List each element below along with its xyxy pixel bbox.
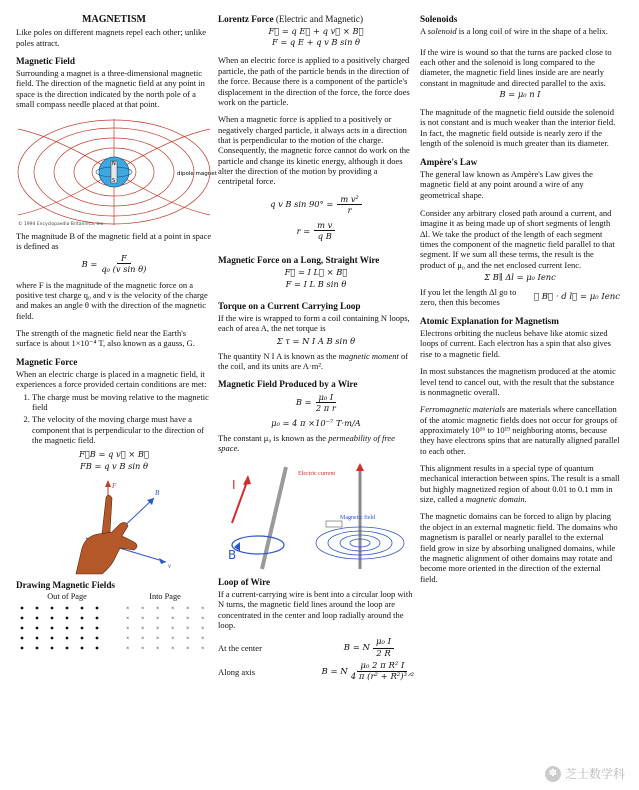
- lorentz-equations: [218, 26, 414, 47]
- where-text: where F is the magnitude of the magnetic force on a positive test charge q₀ and v is the velocity of the charge and makes an angle θ with the direction of the magnetic field.: [16, 279, 208, 321]
- eq-force-vector: F⃗B = q v⃗ × B⃗: [79, 449, 149, 460]
- ferro-text-em: Ferromagnetic materials: [420, 404, 505, 415]
- wire-field-figure: [218, 461, 414, 573]
- into-page-cross: ×: [141, 605, 145, 612]
- magnetic-field-label: Magnetic field: [340, 514, 376, 521]
- right-hand-rule-figure: [16, 476, 212, 576]
- eq-axis-den: 4 π (r² + R²)³ᐟ²: [350, 672, 414, 683]
- out-of-page-dot: [51, 607, 54, 610]
- into-page-cross: ×: [126, 615, 130, 622]
- mu0-equation: μ₀ = 4 π ×10⁻⁷ T·m/A: [271, 417, 361, 428]
- into-page-cross: ×: [201, 605, 205, 612]
- out-of-page-dot: [51, 627, 54, 630]
- eq-wire-vector: F⃗ = I L⃗ × B⃗: [284, 267, 348, 278]
- lorentz-text-1: When an electric force is applied to a positively charged particle, the path of the particle bends in the direction of the force. Because there is a component of the particle's displacement in the direction of the force, the force does work on the particle.: [218, 55, 410, 107]
- alignment-text: [420, 463, 620, 504]
- magnetic-field-text: Surrounding a magnet is a three-dimensional magnetic field. The direction of the magnetic field at any point in space is the direction indicated by the north pole of a small compass needle placed at that point.: [16, 68, 205, 110]
- into-page-cross: ×: [201, 625, 205, 632]
- condition-item: 1. The charge must be moving relative to the magnetic field: [32, 392, 212, 413]
- eq-b-lhs: B =: [81, 258, 98, 269]
- center-row: [218, 637, 414, 659]
- into-page-cross: ×: [186, 605, 190, 612]
- into-page-cross: ×: [201, 615, 205, 622]
- align-text-a: This alignment results in a special type of quantum mechanical interaction between spins. The result is a small but highly magnetized region of about 0.01 to 0.1 mm in size, called a: [420, 463, 620, 505]
- align-text-em: magnetic domain.: [465, 494, 527, 505]
- magnetic-field-heading: Magnetic Field: [16, 55, 75, 66]
- torque-heading: Torque on a Current Carrying Loop: [218, 300, 361, 311]
- into-page-cross: ×: [171, 625, 175, 632]
- out-of-page-dot: [66, 617, 69, 620]
- eq-lorentz-vector: F⃗ = q E⃗ + q v⃗ × B⃗: [268, 26, 364, 37]
- ampere-sum-equation: Σ B∥ Δl = μ₀ Ienc: [484, 272, 556, 283]
- lorentz-subheading: (Electric and Magnetic): [275, 14, 364, 24]
- into-page-cross: ×: [171, 615, 175, 622]
- atomic-text-2: In most substances the magnetism produced at the atomic level tend to cancel out, with the result that the substance is nonmagnetic overall.: [420, 366, 616, 397]
- magnetic-force-equations: [16, 449, 212, 470]
- into-page-cross: ×: [156, 615, 160, 622]
- out-of-page-dot: [21, 627, 24, 630]
- out-of-page-dot: [21, 617, 24, 620]
- lorentz-heading: [218, 14, 414, 25]
- field-symbol-grids: [16, 602, 212, 652]
- condition-item: 2. The velocity of the moving charge must have a component that is perpendicular to the direction of the magnetic field.: [32, 414, 212, 445]
- permeability-text: [218, 433, 414, 454]
- out-of-page-dot: [36, 647, 39, 650]
- solenoid-text-1: [420, 26, 620, 36]
- ampere-integral-equation: ∮ B⃗ · d l⃗ = μ₀ Ienc: [533, 292, 620, 303]
- centripetal-equation: [218, 194, 414, 215]
- out-of-page-dot: [66, 647, 69, 650]
- eq-lorentz-magnitude: F = q E + q v B sin θ: [271, 37, 361, 48]
- into-page-cross: ×: [156, 605, 160, 612]
- svg-text:S: S: [112, 177, 116, 184]
- into-page-cross: ×: [156, 625, 160, 632]
- out-of-page-dot: [51, 617, 54, 620]
- hand-label-v: v: [168, 561, 172, 570]
- drawing-fields-labels: [16, 592, 212, 602]
- ampere-text-2: Consider any arbitrary closed path around a current, and imagine it as being made up of short segments of length Δl. We take the product of the length of each segment times the component of the magnetic field parallel to that segment. If we sum all these terms, the result is the product of μ₀ and the net enclosed current Ienc.: [420, 207, 615, 270]
- svg-text:N: N: [112, 160, 116, 167]
- intro-text: Like poles on different magnets repel each other; unlike poles attract.: [16, 27, 207, 48]
- into-page-cross: ×: [126, 635, 130, 642]
- eq-wirefield-lhs: B =: [295, 397, 312, 408]
- into-page-cross: ×: [186, 625, 190, 632]
- watermark: [545, 766, 625, 782]
- out-of-page-dot: [21, 637, 24, 640]
- earth-field-text: The strength of the magnetic field near the Earth's surface is about 1×10⁻⁴ T, also known as a gauss, G.: [16, 327, 195, 349]
- force-conditions-list: [16, 392, 212, 446]
- wire-field-heading: Magnetic Field Produced by a Wire: [218, 379, 358, 390]
- out-of-page-dot: [96, 627, 99, 630]
- into-page-cross: ×: [201, 645, 205, 652]
- out-of-page-dot: [21, 647, 24, 650]
- watermark-text: 芝士数学科: [564, 766, 625, 781]
- into-page-cross: ×: [186, 615, 190, 622]
- eq-radius-den: q B: [317, 231, 332, 242]
- hand-label-f: F: [112, 481, 117, 490]
- center-label: At the center: [218, 642, 262, 653]
- into-page-cross: ×: [186, 635, 190, 642]
- eq-centripetal-den: r: [347, 204, 352, 215]
- out-of-page-dot: [36, 637, 39, 640]
- into-page-crosses: [122, 602, 212, 652]
- eq-wirefield-den: 2 π r: [315, 402, 336, 413]
- magnetic-force-text: When an electric charge is placed in a magnetic field, it experiences a force provided certain conditions are met:: [16, 368, 207, 390]
- into-page-cross: ×: [126, 605, 130, 612]
- permeability-text-em: permeability of free space.: [218, 432, 395, 454]
- out-of-page-dot: [36, 627, 39, 630]
- column-1: [16, 14, 217, 652]
- eq-wirefield-num: μ₀ I: [316, 392, 337, 403]
- out-of-page-dot: [96, 607, 99, 610]
- watermark-logo-icon: ✽: [545, 766, 561, 782]
- solenoid-text-3: The magnitude of the magnetic field outside the solenoid is not constant and is much weaker than the interior field. In fact, the magnetic field outside is nearly zero if the length of the solenoid is much greater than its diameter.: [420, 107, 616, 149]
- eq-radius-lhs: r =: [296, 225, 311, 236]
- eq-b-denominator: q₀ (v sin θ): [101, 264, 147, 275]
- eq-b-numerator: F: [117, 253, 131, 264]
- ferromagnetic-text: [420, 404, 620, 456]
- magnitude-equation: [16, 253, 212, 274]
- magnetic-moment-text: [218, 351, 414, 372]
- eq-center-lhs: B = N: [343, 642, 370, 653]
- torque-equation: Σ τ = N I A B sin θ: [276, 335, 356, 346]
- into-page-cross: ×: [171, 635, 175, 642]
- out-of-page-dot: [36, 607, 39, 610]
- into-page-label: Into Page: [149, 591, 181, 601]
- drawing-fields-heading: Drawing Magnetic Fields: [16, 579, 116, 590]
- into-page-cross: ×: [141, 635, 145, 642]
- torque-text: If the wire is wrapped to form a coil containing N loops, each of area A, the net torque is: [218, 312, 410, 334]
- radius-equation: [218, 220, 414, 241]
- loop-heading: Loop of Wire: [218, 576, 271, 587]
- moment-text-a: The quantity N I A is known as the: [218, 350, 337, 361]
- current-i-label: I: [232, 477, 236, 492]
- into-page-cross: ×: [126, 625, 130, 632]
- atomic-heading: Atomic Explanation for Magnetism: [420, 315, 559, 326]
- axis-row: [218, 661, 414, 683]
- lorentz-text-2: When a magnetic force is applied to a positively or negatively charged particle, it always acts in a direction that is perpendicular to the motion of the charge. Consequently, the magnetic force cannot do work on the particle and change its kinetic energy, although it does alter the direction of the motion by providing a centripetal force.: [218, 114, 410, 187]
- magnetic-force-heading: Magnetic Force: [16, 356, 78, 367]
- out-of-page-dot: [96, 647, 99, 650]
- column-2: [218, 14, 414, 685]
- solenoid-text-1em: solenoid: [427, 26, 457, 37]
- out-of-page-dot: [66, 607, 69, 610]
- ferro-text: are materials where cancellation of the atomic magnetic fields does not occur for groups of approximately 10¹⁶ to 10¹⁹ neighboring atoms, because they have electrons spins that are naturally aligned parallel to each other.: [420, 404, 620, 456]
- eq-axis-lhs: B = N: [321, 666, 348, 677]
- dipole-field-figure: [16, 117, 217, 227]
- magnitude-text: The magnitude B of the magnetic field at a point in space is defined as: [16, 230, 212, 251]
- out-of-page-dot: [81, 607, 84, 610]
- eq-center-num: μ₀ I: [373, 637, 394, 648]
- out-of-page-dot: [81, 647, 84, 650]
- field-b-label: B: [228, 547, 237, 562]
- into-page-cross: ×: [186, 645, 190, 652]
- out-of-page-dot: [81, 617, 84, 620]
- out-of-page-dot: [96, 617, 99, 620]
- eq-force-magnitude: FB = q v B sin θ: [80, 460, 148, 471]
- into-page-cross: ×: [141, 615, 145, 622]
- eq-wire-magnitude: F = I L B sin θ: [285, 278, 347, 289]
- out-of-page-label: Out of Page: [47, 591, 87, 601]
- moment-text-b: of the coil, and its units are A·m².: [218, 350, 409, 372]
- column-3: [420, 14, 620, 591]
- ampere-integral-row: [420, 287, 620, 308]
- loop-text: If a current-carrying wire is bent into a circular loop with N turns, the magnetic field lines around the loop are concentrated in the center and loop radially around the loop.: [218, 588, 413, 630]
- solenoid-text-2: If the wire is wound so that the turns are packed close to each other and the solenoid is long compared to the diameter, the magnetic field lines inside are are nearly constant in magnitude and directed parallel to the axis.: [420, 46, 612, 88]
- solenoid-text-1a: A: [420, 26, 426, 37]
- wire-force-heading: Magnetic Force on a Long, Straight Wire: [218, 255, 380, 266]
- permeability-text-a: The constant μ₀ is known as the: [218, 432, 327, 443]
- out-of-page-dot: [81, 627, 84, 630]
- document-title: MAGNETISM: [82, 14, 146, 25]
- out-of-page-dot: [51, 637, 54, 640]
- ampere-text-3: If you let the length Δl go to zero, then this becomes: [420, 287, 517, 308]
- dipole-magnet-label: dipole magnet: [177, 170, 217, 177]
- out-of-page-dot: [51, 647, 54, 650]
- out-of-page-dot: [36, 617, 39, 620]
- out-of-page-dot: [66, 637, 69, 640]
- into-page-cross: ×: [156, 635, 160, 642]
- domain-text: The magnetic domains can be forced to align by placing the object in an external magnetic field. The domains who magnetism is parallel or nearly parallel to the external field grow in size by absorbing unaligned domains, while the magnetic alignment of other domains may rotate and become more oriented in the direction of the external field.: [420, 511, 618, 584]
- atomic-text-1: Electrons orbiting the nucleus behave like atomic sized loops of current. Each electron has a spin that also gives rise to a magnetic field.: [420, 328, 611, 359]
- eq-axis-num: μ₀ 2 π R² I: [357, 661, 407, 672]
- into-page-cross: ×: [126, 645, 130, 652]
- into-page-cross: ×: [171, 605, 175, 612]
- into-page-cross: ×: [141, 645, 145, 652]
- figure-copyright: © 1994 Encyclopaedia Britannica, Inc.: [18, 221, 105, 227]
- eq-centripetal-num: m v²: [337, 194, 362, 205]
- axis-label: Along axis: [218, 666, 256, 677]
- moment-text-em: magnetic moment: [338, 350, 399, 361]
- wire-field-equation: [218, 392, 414, 413]
- out-of-page-dot: [66, 627, 69, 630]
- into-page-cross: ×: [171, 645, 175, 652]
- into-page-cross: ×: [156, 645, 160, 652]
- out-of-page-dot: [81, 637, 84, 640]
- electric-current-label: Electric current: [298, 470, 336, 477]
- out-of-page-dot: [96, 637, 99, 640]
- into-page-cross: ×: [141, 625, 145, 632]
- wire-force-equations: [218, 267, 414, 288]
- hand-label-b: B: [155, 488, 160, 497]
- ampere-text-1: The general law known as Ampère's Law gives the magnetic field at any point around a wire of any geometrical shape.: [420, 168, 593, 200]
- solenoid-text-1b: is a long coil of wire in the shape of a helix.: [458, 26, 608, 37]
- eq-radius-num: m v: [314, 220, 335, 231]
- eq-center-den: 2 R: [376, 648, 391, 659]
- solenoid-heading: Solenoids: [420, 14, 458, 24]
- ampere-heading: Ampère's Law: [420, 156, 478, 167]
- eq-centripetal-lhs: q v B sin 90° =: [270, 199, 334, 210]
- into-page-cross: ×: [201, 635, 205, 642]
- out-of-page-dot: [21, 607, 24, 610]
- solenoid-equation: B = μ₀ n I: [499, 89, 541, 100]
- lorentz-heading-text: Lorentz Force: [218, 14, 274, 24]
- out-of-page-dots: [16, 602, 106, 652]
